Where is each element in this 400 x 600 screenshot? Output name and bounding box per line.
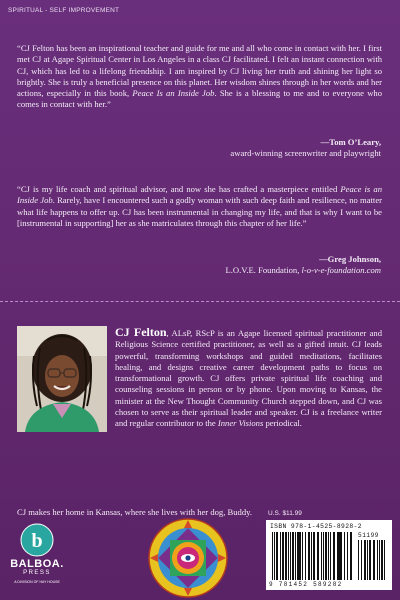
book-title: Peace is an Inside Job [17, 184, 382, 206]
testimonial-1 [17, 43, 382, 111]
book-title: Peace Is an Inside Job [132, 88, 215, 99]
barcode-bar [330, 532, 331, 580]
testimonial-2-attribution [226, 254, 381, 277]
category-label: SPIRITUAL - SELF IMPROVEMENT [8, 7, 120, 14]
section-divider [0, 301, 400, 302]
publisher-division: A DIVISION OF HAY HOUSE [14, 580, 60, 584]
isbn-number: ISBN 978-1-4525-8928-2 [270, 523, 362, 530]
testimonial-2-text: “CJ is my life coach and spiritual advisor, and now she has crafted a masterpiece entitled [17, 184, 341, 194]
barcode-bar [367, 540, 368, 580]
testimonial-2-text-end: . Rarely, have I encountered such a godly woman with such deep faith and resilience, no matter what life happens to offer up. CJ has been instrumental in changing my life, and that is why I want to be [instrumental in supporting] her as she matriculates through this chapter of her life.” [17, 195, 382, 228]
barcode-bar [358, 540, 359, 580]
barcode-bar [311, 532, 312, 580]
barcode-bar [305, 532, 306, 580]
barcode-bar [292, 532, 294, 580]
barcode-bar [384, 540, 385, 580]
barcode-bar [282, 532, 283, 580]
isbn-barcode [266, 520, 392, 590]
barcode-bar [308, 532, 310, 580]
barcode-bar [381, 540, 383, 580]
price-label: U.S. $11.99 [268, 510, 302, 517]
mandala-artwork [148, 518, 228, 598]
periodical-title: Inner Visions [217, 418, 264, 429]
testimonial-1-text-end: . She is a blessing to me and to everyone who comes in contact with her.” [17, 88, 383, 110]
barcode-bar [344, 532, 345, 580]
barcode-bar [323, 532, 324, 580]
barcode-bar [295, 532, 296, 580]
testimonial-1-role: award-winning screenwriter and playwright [230, 148, 381, 159]
publisher-name: BALBOA. [10, 558, 64, 570]
barcode-bars [272, 532, 354, 580]
barcode-bar [361, 540, 362, 580]
addon-barcode-bars [358, 540, 386, 580]
author-bio-end: periodical. [263, 418, 302, 429]
logo-letter: b [31, 530, 43, 552]
website-link: l-o-v-e-foundation.com [301, 265, 381, 276]
testimonial-1-text: “CJ Felton has been an inspirational teacher and guide for me and all who come in contact with her. I first met CJ at Agape Spiritual Center in Los Angeles in a class CJ facilitated. I felt an instant connection with CJ, which has led to a lifelong friendship. I am inspired by CJ living her truth and shining her light so brightly. She is truly a beneficial presence on this planet. Her wisdom shines through in her words and her actions, especially in this book, [17, 43, 382, 99]
barcode-bar [350, 532, 352, 580]
barcode-bar [302, 532, 303, 580]
author-name: CJ Felton [115, 325, 167, 339]
testimonial-2-role: L.O.V.E. Foundation, l-o-v-e-foundation.com [225, 265, 381, 276]
barcode-bar [369, 540, 370, 580]
barcode-bar [325, 532, 327, 580]
balboa-logo-icon [20, 523, 54, 557]
author-bio [17, 327, 382, 435]
barcode-bar [313, 532, 314, 580]
barcode-digits: 9 781452 589282 [269, 581, 343, 588]
testimonial-1-name: —Tom O’Leary, [320, 137, 381, 147]
author-home: CJ makes her home in Kansas, where she lives with her dog, Buddy. [17, 507, 253, 517]
testimonial-2-name: —Greg Johnson, [319, 254, 381, 264]
barcode-bar [347, 532, 348, 580]
barcode-bar [340, 532, 342, 580]
price-addon-digits: 51199 [358, 532, 380, 539]
barcode-bar [333, 532, 335, 580]
barcode-bar [364, 540, 366, 580]
barcode-bar [280, 532, 281, 580]
barcode-bar [285, 532, 287, 580]
publisher-logo [6, 523, 68, 584]
testimonial-2 [17, 184, 382, 229]
barcode-bar [321, 532, 322, 580]
publisher-sub: PRESS [23, 570, 51, 576]
barcode-bar [377, 540, 378, 580]
testimonial-1-attribution [230, 137, 381, 160]
barcode-bar [317, 532, 319, 580]
barcode-bar [373, 540, 375, 580]
barcode-bar [276, 532, 278, 580]
barcode-bar [379, 540, 380, 580]
author-bio-text: , ALsP, RScP is an Agape licensed spiritual practitioner and Religious Science certified practitioner, as well as a gifted intuit. CJ leads powerful, transforming workshops and guided meditations, facilitates healing, and designs creative career development paths to focus on transformational growth. CJ offers private spiritual life coaching and counseling sessions in person or by phone. Upon moving to Kansas, the minister at the New Thought Community Church stepped down, and CJ was chosen to serve as their spiritual leader and speaker. CJ is a freelance writer and regular contributor to the [115, 328, 382, 429]
barcode-bar [299, 532, 301, 580]
